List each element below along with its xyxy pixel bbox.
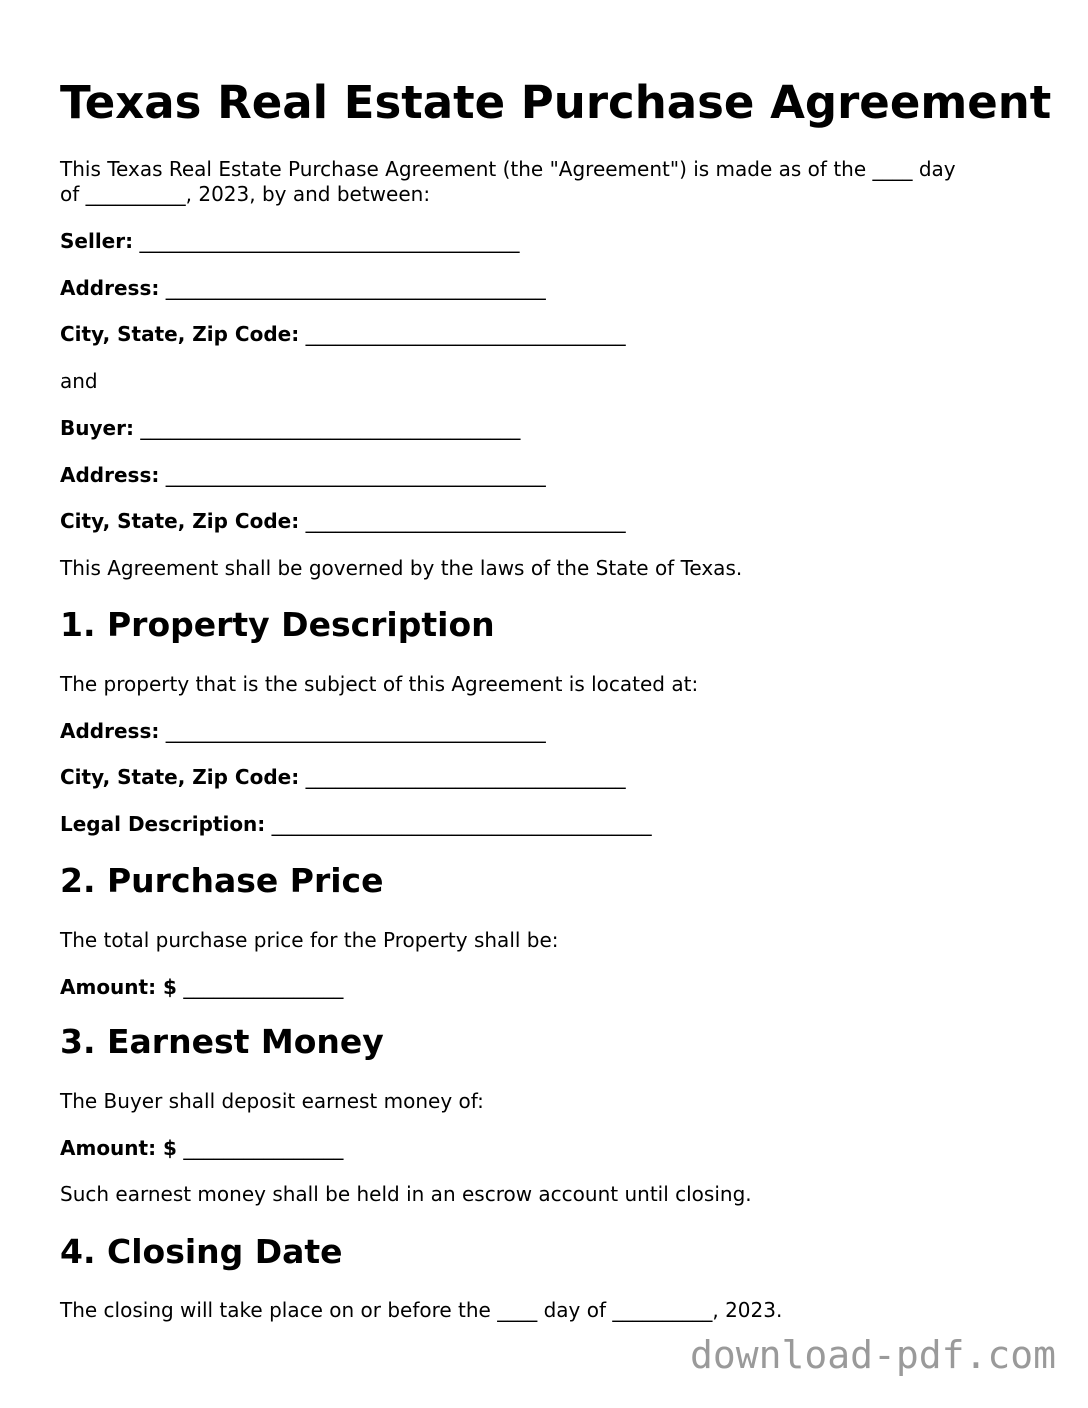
buyer-name-blank[interactable]: ______________________________________ [140,416,521,440]
governing-law-text: This Agreement shall be governed by the laws of the State of Texas. [60,556,743,580]
seller-city-state-zip-label: City, State, Zip Code: [60,322,300,346]
buyer-address-label: Address: [60,463,160,487]
seller-address-label: Address: [60,276,160,300]
section-4-heading: 4. Closing Date [60,1232,343,1271]
section-2-heading: 2. Purchase Price [60,861,384,900]
buyer-city-state-zip-label: City, State, Zip Code: [60,509,300,533]
seller-address-blank[interactable]: ______________________________________ [165,276,546,300]
buyer-name-label: Buyer: [60,416,134,440]
legal-description-blank[interactable]: ______________________________________ [271,812,652,836]
buyer-name-field[interactable] [60,416,520,441]
property-address-field[interactable] [60,719,546,744]
property-city-state-zip-field[interactable] [60,765,626,790]
buyer-address-blank[interactable]: ______________________________________ [165,463,546,487]
earnest-amount-blank[interactable]: ________________ [183,1136,344,1160]
escrow-text: Such earnest money shall be held in an escrow account until closing. [60,1182,752,1206]
property-address-label: Address: [60,719,160,743]
closing-date-text: The closing will take place on or before the ____ day of __________, 2023. [60,1298,783,1322]
section-3-heading: 3. Earnest Money [60,1022,384,1061]
seller-name-field[interactable] [60,229,519,254]
seller-city-state-zip-field[interactable] [60,322,626,347]
seller-name-blank[interactable]: ______________________________________ [139,229,520,253]
property-city-state-zip-label: City, State, Zip Code: [60,765,300,789]
intro-line-2: of __________, 2023, by and between: [60,182,431,206]
intro-line-1: This Texas Real Estate Purchase Agreement (the "Agreement") is made as of the ____ day [60,157,956,181]
earnest-amount-field[interactable] [60,1136,343,1161]
buyer-city-state-zip-blank[interactable]: ________________________________ [305,509,626,533]
seller-address-field[interactable] [60,276,546,301]
property-address-blank[interactable]: ______________________________________ [165,719,546,743]
property-city-state-zip-blank[interactable]: ________________________________ [305,765,626,789]
section-1-heading: 1. Property Description [60,605,495,644]
purchase-amount-field[interactable] [60,975,343,1000]
legal-description-field[interactable] [60,812,652,837]
document-title: Texas Real Estate Purchase Agreement [60,76,1052,129]
purchase-amount-blank[interactable]: ________________ [183,975,344,999]
seller-city-state-zip-blank[interactable]: ________________________________ [305,322,626,346]
buyer-city-state-zip-field[interactable] [60,509,626,534]
earnest-amount-label: Amount: $ [60,1136,177,1160]
property-intro-text: The property that is the subject of this Agreement is located at: [60,672,699,696]
buyer-address-field[interactable] [60,463,546,488]
purchase-price-text: The total purchase price for the Property shall be: [60,928,559,952]
earnest-money-text: The Buyer shall deposit earnest money of: [60,1089,484,1113]
watermark: download-pdf.com [689,1333,1056,1377]
purchase-amount-label: Amount: $ [60,975,177,999]
seller-name-label: Seller: [60,229,134,253]
and-text: and [60,369,98,393]
legal-description-label: Legal Description: [60,812,266,836]
